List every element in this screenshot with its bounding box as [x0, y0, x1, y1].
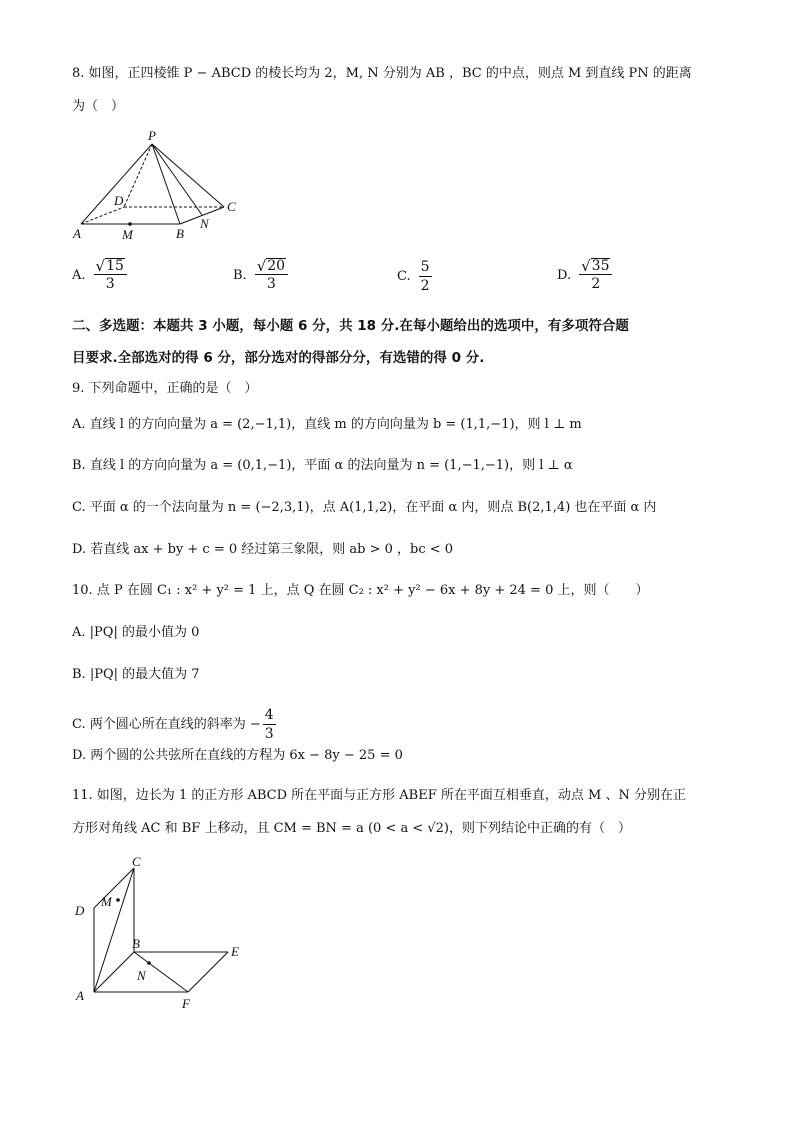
fraction: √ 20 3: [255, 258, 288, 293]
fraction: √ 15 3: [94, 258, 127, 293]
q9-option-c: C. 平面 α 的一个法向量为 n = (−2,3,1)，点 A(1,1,2)，在平面 α 内，则点 B(2,1,4) 也在平面 α 内: [72, 500, 657, 515]
q11-stem-line2: 方形对角线 AC 和 BF 上移动，且 CM = BN = a (0 < a < √2)，则下列结论中正确的有（ ）: [72, 821, 631, 836]
radicand: 15: [106, 258, 124, 274]
q10-option-d: D. 两个圆的公共弦所在直线的方程为 6x − 8y − 25 = 0: [72, 748, 403, 763]
label-D: D: [114, 193, 124, 208]
point-M: [116, 898, 120, 902]
label-C: C: [227, 199, 236, 214]
point-N: [147, 961, 151, 965]
denominator: 3: [266, 276, 276, 292]
label-P: P: [148, 128, 156, 143]
q10-option-c-text: C. 两个圆心所在直线的斜率为 −: [72, 716, 261, 732]
denominator: 3: [264, 726, 274, 742]
edge-AD: [81, 207, 124, 224]
label-B: B: [132, 936, 140, 951]
edge-PA: [81, 144, 152, 224]
radicand: 20: [267, 258, 286, 274]
q8-choice-b: [233, 258, 288, 293]
q8-stem-line1: 8. 如图，正四棱锥 P − ABCD 的棱长均为 2，M, N 分别为 AB ，BC 的中点，则点 M 到直线 PN 的距离: [72, 66, 692, 81]
q10-option-b: B. |PQ| 的最大值为 7: [72, 667, 200, 682]
q8-choice-c: [397, 258, 432, 295]
radicand: 35: [591, 258, 610, 274]
q9-option-d: D. 若直线 ax + by + c = 0 经过第三象限，则 ab > 0 ，bc < 0: [72, 542, 454, 557]
q10-option-a: A. |PQ| 的最小值为 0: [72, 625, 200, 640]
label-N: N: [200, 216, 209, 231]
numerator: 5: [420, 259, 430, 275]
section2-header-line1: 二、多选题：本题共 3 小题，每小题 6 分，共 18 分.在每小题给出的选项中，有多项符合题: [72, 318, 629, 334]
q8-stem-line2: 为（ ）: [72, 99, 125, 114]
label-F: F: [182, 996, 190, 1011]
q9-stem: 9. 下列命题中，正确的是（ ）: [72, 381, 258, 396]
edge-EF: [188, 952, 228, 992]
label-A: A: [73, 226, 81, 241]
choice-label: D.: [557, 268, 572, 283]
numerator: 4: [264, 707, 274, 723]
fraction: √ 35 2: [579, 258, 612, 293]
edge-PD: [124, 144, 152, 207]
q9-option-a: A. 直线 l 的方向向量为 a = (2,−1,1)，直线 m 的方向向量为 b = (1,1,−1)，则 l ⊥ m: [72, 417, 582, 432]
choice-label: B.: [233, 268, 247, 283]
label-M: M: [122, 227, 133, 242]
label-D: D: [75, 903, 85, 918]
denominator: 2: [420, 278, 430, 294]
section2-header-line2: 目要求.全部选对的得 6 分，部分选对的得部分分，有选错的得 0 分.: [72, 350, 485, 366]
label-A: A: [76, 988, 84, 1003]
segment-PN: [152, 144, 202, 215]
choice-label: C.: [397, 269, 411, 284]
q11-stem-line1: 11. 如图，边长为 1 的正方形 ABCD 所在平面与正方形 ABEF 所在平面互相垂直，动点 M 、N 分别在正: [72, 788, 686, 803]
point-M: [128, 222, 132, 226]
label-M: M: [101, 894, 112, 909]
diagonal-AC: [94, 868, 134, 992]
label-C: C: [132, 856, 141, 869]
q8-choice-a: [72, 258, 127, 293]
label-B: B: [176, 226, 184, 241]
q11-squares-figure: [70, 856, 250, 1014]
q8-choice-d: [557, 258, 612, 293]
fraction: [263, 706, 276, 743]
q10-stem: 10. 点 P 在圆 C₁ : x² + y² = 1 上，点 Q 在圆 C₂ : x² + y² − 6x + 8y + 24 = 0 上，则（ ）: [72, 583, 649, 598]
q9-option-b: B. 直线 l 的方向向量为 a = (0,1,−1)，平面 α 的法向量为 n = (1,−1,−1)，则 l ⊥ α: [72, 458, 573, 473]
q10-option-c: [72, 706, 276, 743]
q8-pyramid-figure: [70, 126, 250, 244]
choice-label: A.: [72, 268, 86, 283]
label-N: N: [137, 968, 146, 983]
denominator: 3: [105, 276, 115, 292]
label-E: E: [231, 944, 239, 959]
denominator: 2: [591, 276, 601, 292]
fraction: [419, 258, 432, 295]
